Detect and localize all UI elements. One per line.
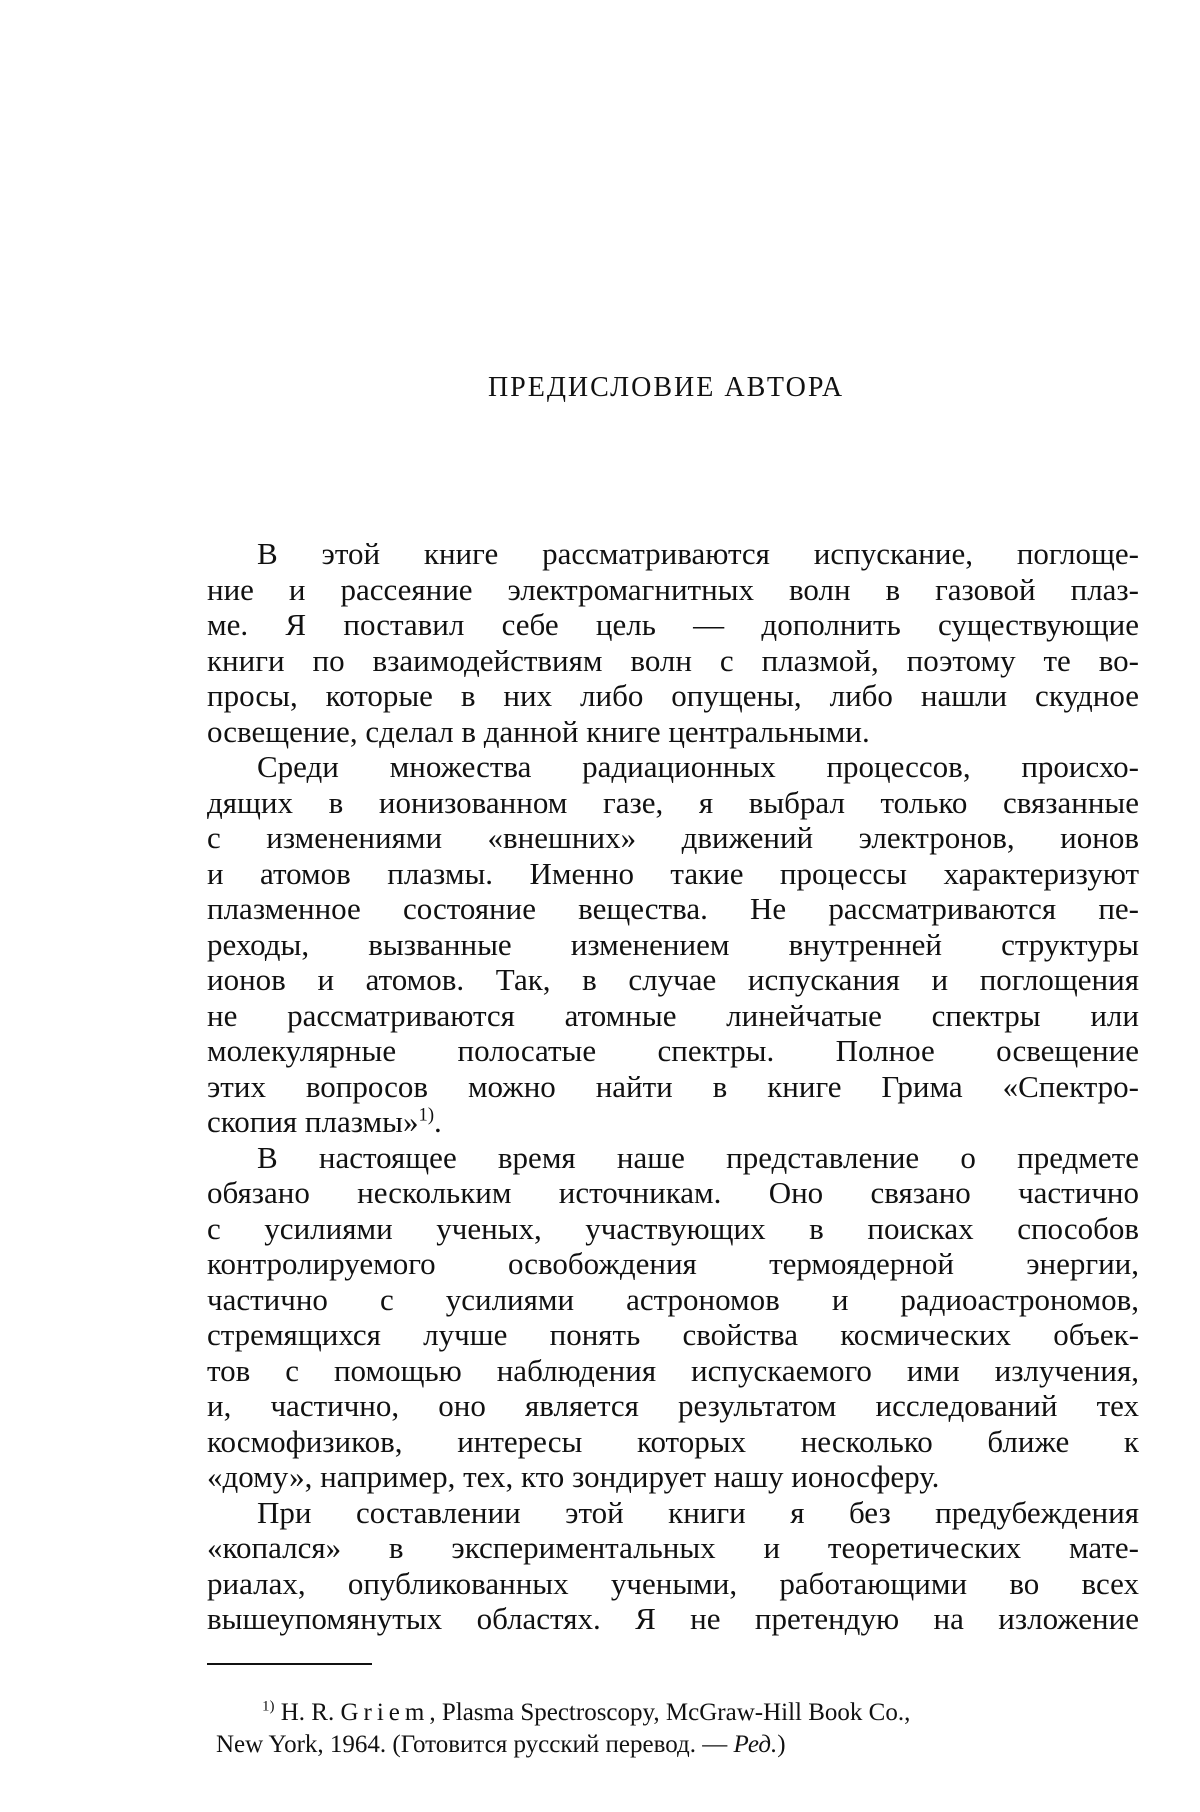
text-line: тов с помощью наблюдения испускаемого ими излучения, xyxy=(207,1352,1139,1388)
preface-body xyxy=(207,536,1139,1637)
text-line: ме. Я поставил себе цель — дополнить существующие xyxy=(207,607,1139,642)
text-line: и атомов плазмы. Именно такие процессы характеризуют xyxy=(207,855,1139,891)
text-line: не рассматриваются атомные линейчатые спектры или xyxy=(207,997,1139,1033)
footnote-line xyxy=(216,1729,1136,1761)
text-line: При составлении этой книги я без предубеждения xyxy=(257,1494,1139,1530)
text-line: вышеупомянутых областях. Я не претендую на изложение xyxy=(207,1601,1139,1636)
footnote-reference: 1) xyxy=(418,1104,435,1126)
footnote-marker: 1) xyxy=(262,1698,275,1715)
footnote-text: ) xyxy=(777,1731,786,1758)
text-line: контролируемого освобождения термоядерной энергии, xyxy=(207,1246,1139,1281)
text-line: В этой книге рассматриваются испускание, поглоще- xyxy=(257,536,1139,571)
text-line: ионов и атомов. Так, в случае испускания и поглощения xyxy=(207,962,1139,997)
text-line: Среди множества радиационных процессов, происхо- xyxy=(257,749,1139,784)
text-line: реходы, вызванные изменением внутренней структуры xyxy=(207,926,1139,962)
text-line: стремящихся лучше понять свойства космических объек- xyxy=(207,1317,1139,1352)
text-line: этих вопросов можно найти в книге Грима «Спектро- xyxy=(207,1068,1139,1104)
text-line: В настоящее время наше представление о предмете xyxy=(257,1139,1139,1175)
footnote-text: New York, 1964. (Готовится русский перевод. — xyxy=(216,1731,728,1758)
text-line: «дому», например, тех, кто зондирует нашу ионосферу. xyxy=(207,1459,940,1494)
text-line: дящих в ионизованном газе, я выбрал только связанные xyxy=(207,784,1139,820)
text-fragment: скопия плазмы» xyxy=(207,1104,419,1139)
text-line: обязано нескольким источникам. Оно связано частично xyxy=(207,1175,1139,1210)
footnote-editor-note: Ред. xyxy=(733,1731,778,1758)
text-line: космофизиков, интересы которых несколько ближе к xyxy=(207,1423,1139,1459)
footnote-divider xyxy=(207,1663,372,1665)
text-line: просы, которые в них либо опущены, либо нашли скудное xyxy=(207,678,1139,713)
text-line: риалах, опубликованных учеными, работающими во всех xyxy=(207,1565,1139,1601)
text-line: молекулярные полосатые спектры. Полное освещение xyxy=(207,1033,1139,1068)
text-line-with-footnote-ref xyxy=(207,1104,1139,1140)
text-line: плазменное состояние вещества. Не рассматриваются пе- xyxy=(207,891,1139,926)
text-line: с изменениями «внешних» движений электронов, ионов xyxy=(207,820,1139,855)
text-line: книги по взаимодействиям волн с плазмой, поэтому те во- xyxy=(207,642,1139,678)
text-line: «копался» в экспериментальных и теоретических мате- xyxy=(207,1530,1139,1565)
footnote xyxy=(216,1697,1136,1761)
footnote-line xyxy=(216,1697,1136,1729)
footnote-text: , Plasma Spectroscopy, McGraw-Hill Book Co., xyxy=(429,1699,911,1726)
page-title: ПРЕДИСЛОВИЕ АВТОРА xyxy=(487,372,845,403)
text-line: и, частично, оно является результатом исследований тех xyxy=(207,1388,1139,1423)
text-line: ние и рассеяние электромагнитных волн в газовой плаз- xyxy=(207,571,1139,607)
footnote-author-surname: Griem xyxy=(340,1699,430,1726)
text-fragment: . xyxy=(434,1104,442,1139)
text-line: частично с усилиями астрономов и радиоастрономов, xyxy=(207,1281,1139,1317)
footnote-author-initials: H. R. xyxy=(280,1699,335,1726)
text-line: с усилиями ученых, участвующих в поисках способов xyxy=(207,1210,1139,1246)
text-line: освещение, сделал в данной книге центральными. xyxy=(207,713,870,749)
